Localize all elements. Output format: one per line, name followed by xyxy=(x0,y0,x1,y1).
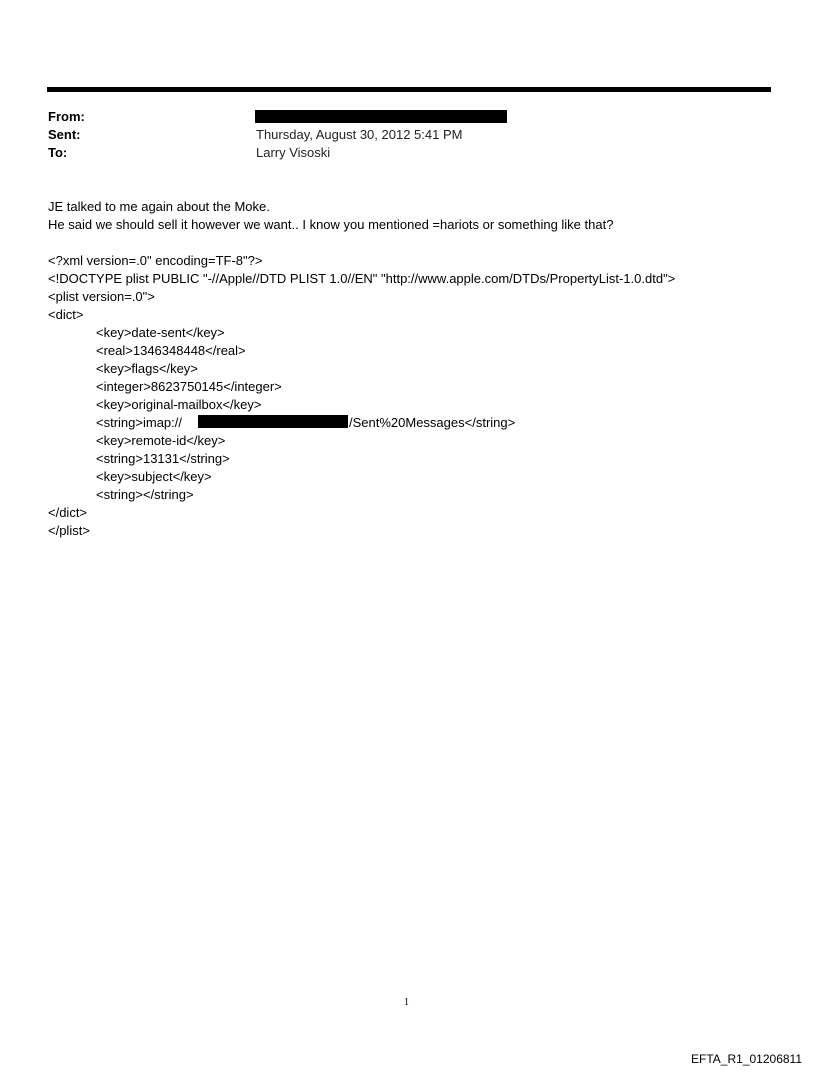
xml-line-15: </dict> xyxy=(48,505,88,520)
document-id: EFTA_R1_01206811 xyxy=(691,1052,802,1066)
body-line-1: JE talked to me again about the Moke. xyxy=(48,199,270,214)
xml-line-7: <key>flags</key> xyxy=(96,361,198,376)
sent-value: Thursday, August 30, 2012 5:41 PM xyxy=(256,127,463,142)
redacted-mailbox xyxy=(198,415,348,428)
xml-line-14: <string></string> xyxy=(96,487,194,502)
xml-line-12: <string>13131</string> xyxy=(96,451,230,466)
xml-line-5: <key>date-sent</key> xyxy=(96,325,225,340)
xml-line-13: <key>subject</key> xyxy=(96,469,212,484)
body-line-2: He said we should sell it however we want.. I know you mentioned =hariots or something like that? xyxy=(48,217,614,232)
redacted-from-value xyxy=(255,110,507,123)
xml-line-10-end: /Sent%20Messages</string> xyxy=(349,415,516,430)
from-label: From: xyxy=(48,109,85,124)
xml-line-4: <dict> xyxy=(48,307,84,322)
xml-line-3: <plist version=.0"> xyxy=(48,289,155,304)
xml-line-2: <!DOCTYPE plist PUBLIC "-//Apple//DTD PLIST 1.0//EN" "http://www.apple.com/DTDs/PropertyList-1.0.dtd"> xyxy=(48,271,676,286)
page-number: 1 xyxy=(404,997,409,1008)
header-rule xyxy=(47,87,771,92)
xml-line-11: <key>remote-id</key> xyxy=(96,433,226,448)
xml-line-1: <?xml version=.0" encoding=TF-8"?> xyxy=(48,253,263,268)
xml-line-6: <real>1346348448</real> xyxy=(96,343,246,358)
xml-line-9: <key>original-mailbox</key> xyxy=(96,397,262,412)
xml-line-16: </plist> xyxy=(48,523,90,538)
to-label: To: xyxy=(48,145,68,160)
xml-line-8: <integer>8623750145</integer> xyxy=(96,379,282,394)
xml-line-10-start: <string>imap:// xyxy=(96,415,182,430)
sent-label: Sent: xyxy=(48,127,81,142)
to-value: Larry Visoski xyxy=(256,145,331,160)
